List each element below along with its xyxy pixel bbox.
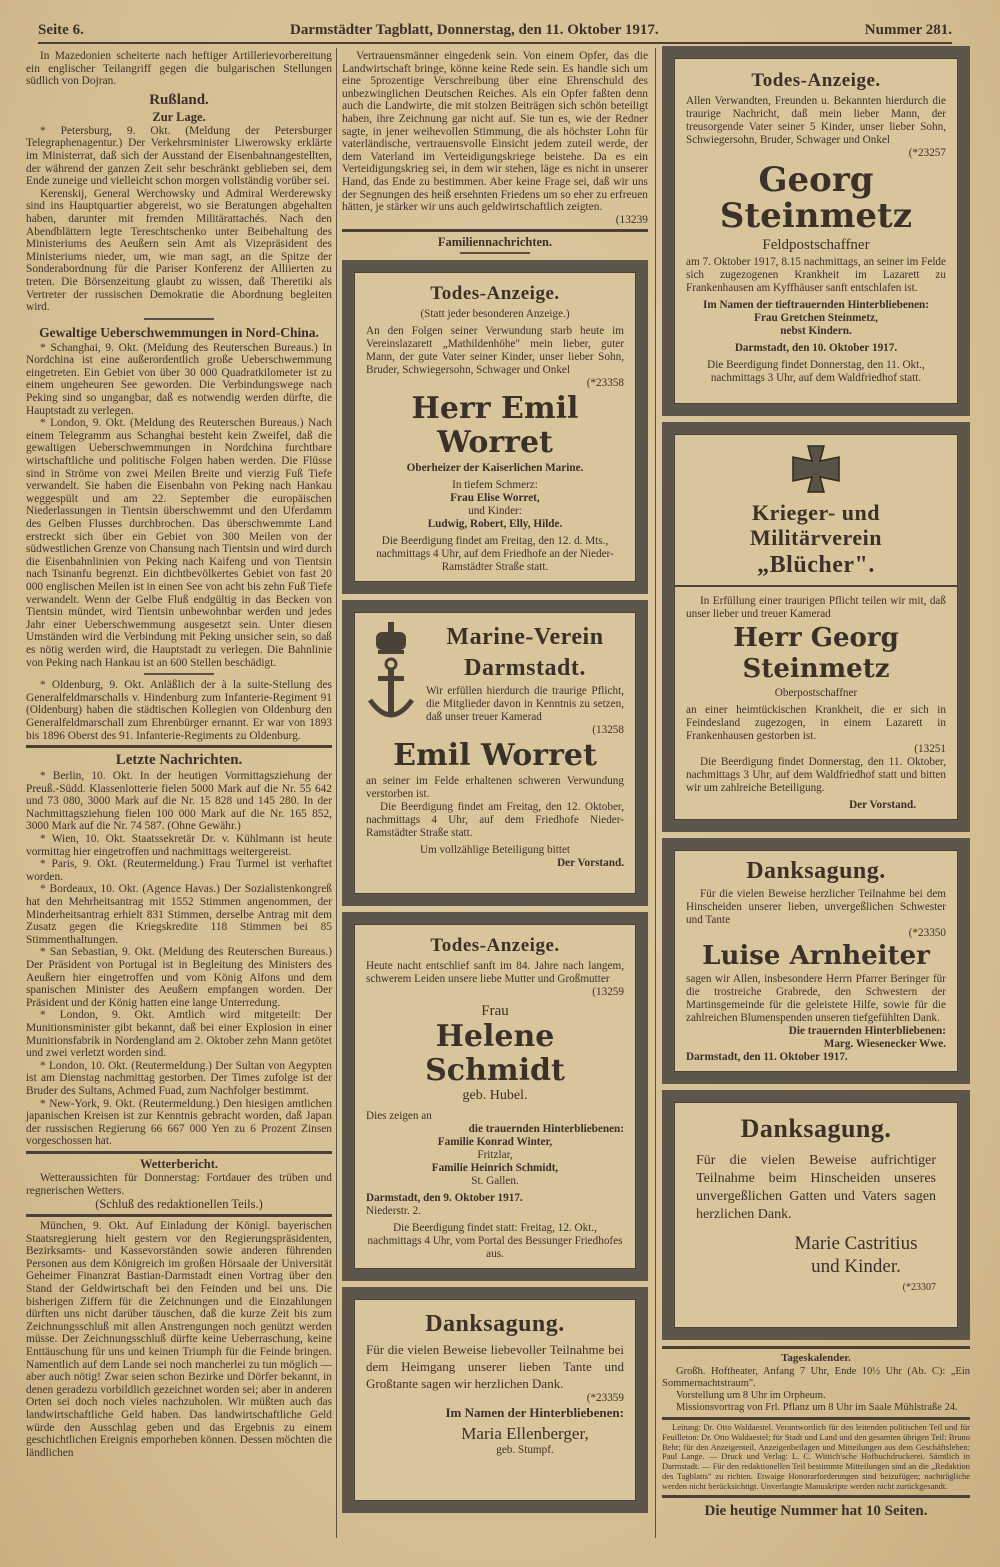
signature: Der Vorstand.: [557, 857, 624, 870]
deceased-name: Luise Arnheiter: [702, 941, 930, 971]
notice-title: Krieger- und Militärverein: [750, 500, 882, 550]
family-name: Familie Konrad Winter,: [437, 1136, 553, 1149]
funeral-info: Die Beerdigung findet am Freitag, den 12. Oktober, nachmittags 4 Uhr, auf dem Friedhofe Nieder-Ramstädter Straße statt.: [366, 801, 624, 840]
subheadline: Zur Lage.: [152, 109, 206, 124]
column-divider: [336, 48, 337, 1538]
issue-number: Nummer 281.: [864, 22, 952, 38]
notice-title: Marine-Verein: [446, 624, 604, 651]
imprint: Leitung: Dr. Otto Waldaestel. Verantwortlich für den leitenden politischen Teil und für Feuilleton: Dr. Otto Waldaestel; für Stadt und Land und den gesamten übrigen Teil: Bruno Behr; für den Anzeigenteil, Anzeigenbeilagen und Mitteilungen aus dem Geschäftsleben: Paul Lange. — Druck und Verlag: L. C. Wittich'sche Hofbuchdruckerei. Sämtlich in Darmstadt. — Für den redaktionellen Teil bestimmte Mitteilungen sind an die „Redaktion des Tagblatts" zu richten. Etwaige Honorarforderungen sind beizufügen; nachträgliche werden nicht berücksichtigt. Unverlangte Manuskripte werden nicht zurückgesandt.: [662, 1422, 970, 1491]
deceased-name: Helene Schmidt: [425, 1019, 565, 1089]
article-paragraph: * Petersburg, 9. Okt. (Meldung der Petersburger Telegraphenagentur.) Der Verkehrsminister Liwerowsky erklärte im Ministerrat, daß sich der Ausstand der Eisenbahnangestellten, der während der ganzen Zeit sehr beschränkt geblieben sei, dem Ende zuneige und vielleicht schon morgen vollständig vorüber sei.: [26, 124, 332, 188]
reference-number: (*23358: [586, 377, 624, 390]
divider: [26, 745, 332, 748]
family-place: Fritzlar,: [477, 1149, 513, 1162]
column-news: [26, 50, 332, 1459]
calendar-entry: Missionsvortrag von Frl. Pflanz um 8 Uhr im Saale Mühlstraße 24.: [676, 1402, 958, 1413]
widow-name: Frau Elise Worret,: [450, 492, 540, 505]
crown-anchor-icon: [366, 620, 416, 730]
deceased-role: Oberpostschaffner: [774, 687, 858, 699]
news-item: * New-York, 9. Okt. (Reutermeldung.) Den hiesigen amtlichen japanischen Kreisen ist zur Kenntnis gebracht worden, daß Japan der russischen Regierung 66 667 000 Yen zu 6 Prozent Zinsen vorgeschossen hat.: [26, 1097, 332, 1148]
news-item: * San Sebastian, 9. Okt. (Meldung des Reuterschen Bureaus.) Der Präsident von Portugal ist in Begleitung des Ministers des Aeußern hier eingetroffen und vom König Alfons und dem spanischen Minister des Aeußern empfangen worden. Der Präsident und der König hatten eine lange Unterredung.: [26, 946, 332, 1009]
divider: [662, 1495, 970, 1498]
reference-number: (13259: [592, 986, 624, 999]
end-editorial-note: (Schluß des redaktionellen Teils.): [95, 1197, 263, 1212]
notice-title: Danksagung.: [740, 1114, 892, 1143]
divider: [26, 1214, 332, 1217]
divider: [342, 229, 648, 232]
calendar-entry: Vorstellung um 8 Uhr im Orpheum.: [676, 1390, 826, 1401]
title-frau: Frau: [481, 1003, 509, 1020]
reference-number: (*23350: [908, 927, 946, 939]
death-notice-steinmetz: [662, 46, 970, 416]
notice-title: Danksagung.: [746, 858, 886, 884]
notice-title: Danksagung.: [425, 1311, 565, 1338]
maiden-name: geb. Hubel.: [462, 1088, 528, 1104]
thanks-notice-ellenberger: [342, 1287, 648, 1513]
news-item: * Bordeaux, 10. Okt. (Agence Havas.) Der Sozialistenkongreß hat den Mehrheitsantrag mit 1552 Stimmen angenommen, der Minderheitsantrag erhielt 831 Stimmen, derselbe Antrag mit dem Zusatz gegen die Kriegskredite 118 Stimmen bei 85 Stimmenthaltungen.: [26, 883, 332, 946]
notice-text: Allen Verwandten, Freunden u. Bekannten hierdurch die traurige Nachricht, daß mein lieber Mann, der treusorgende Vater seiner 5 Kinder, unser lieber Sohn, Schwiegersohn, Bruder, Schwager und Onkel: [686, 95, 946, 146]
headline-latest-news: Letzte Nachrichten.: [115, 752, 243, 769]
maiden-name: geb. Stumpf.: [496, 1444, 554, 1457]
family-name: Familie Heinrich Schmidt,: [431, 1162, 559, 1175]
column-family-notices: [342, 50, 648, 1519]
reference-number: (*23307: [902, 1282, 936, 1293]
article-paragraph: Kerenskij, General Werchowsky und Admiral Werderewsky sind ins Hauptquartier abgereist, wo sie Beratungen abgehalten haben, darunter mit fremden Militärattachés. Nach den Abendblättern legte Tereschtschenko unter Beibehaltung des Ministeriums des Aeußern sein Amt als Vizepräsident des Ministeriums nieder, um, wie man sagt, an die Spitze der Sonderabordnung für die Pariser Konferenz der Alliierten zu treten. Die Börsenzeitung glaubt zu wissen, daß Theretiki als Vertreter der russischen Demokratie die Abordnung begleiten wird.: [26, 187, 332, 314]
article-paragraph: * Schanghai, 9. Okt. (Meldung des Reuterschen Bureaus.) In Nordchina ist eine außerordentlich große Ueberschwemmung eingetreten. Ein Gebiet von über 30 000 Quadratkilometer ist zu einem ungeheuren See geworden. Die Verbindungswege nach Peking sind so ungangbar, daß es notwendig werden dürfte, die Hauptstadt zu verlegen.: [26, 341, 332, 417]
notice-title: Todes-Anzeige.: [430, 283, 560, 305]
funeral-info: Die Beerdigung findet Donnerstag, den 11. Oktober, nachmittags 3 Uhr, auf dem Waldfriedhof statt und bitten wir um zahlreiche Beteiligung.: [686, 756, 946, 794]
weather-text: Wetteraussichten für Donnerstag: Fortdauer des trüben und regnerischen Wetters.: [26, 1171, 332, 1197]
divider: [460, 252, 530, 254]
macedonia-report: In Mazedonien scheiterte nach heftiger Artillerievorbereitung ein englischer Teilangriff gegen die bulgarischen Stellungen südlich von Dojran.: [26, 50, 332, 88]
notice-title: Todes-Anzeige.: [430, 935, 560, 957]
article-paragraph: * London, 9. Okt. (Meldung des Reuterschen Bureaus.) Nach einem Telegramm aus Schanghai besteht kein Zweifel, daß die gewaltigen Ueberschwemmungen in Nordchina furchtbare wirtschaftliche und politische Folgen haben werden. Die Flüsse sind in Ströme von zwei Meilen Breite und vierzig Fuß Tiefe verwandelt. Sie haben die Eisenbahn von Peking nach Hankau weggespült und am 22. September die europäischen Niederlassungen in Tientsin überschwemmt und den Uferdamm des Gelben Flusses durchbrochen. Das überschwemmte Land erstreckt sich über ein Gebiet von 300 Meilen von der südwestlichen Grenze von Chansung nach Tientsin und wird durch die Eisenbahnlinien von Peking nach Kaifeng und von Tientsin nach Tsinanfu begrenzt. Ein dichtbevölkertes Gebiet von fast 20 000 englischen Meilen ist in einen See von acht bis zehn Fuß Tiefe verwandelt. Wenn der Gelbe Fluß endgültig in das Becken von Tientsin mündet, wird Tientsin unbewohnbar werden und jedes Jahr einer Ueberschwemmung ausgesetzt sein. Unter diesen Umständen wird die Verbindung mit Peking unsicher sein, so daß es nötig werden wird, die Hauptstadt zu verlegen. Die Bahnlinie von Peking nach Hankau ist an 600 Stellen beschädigt.: [26, 417, 332, 669]
column-notices: [662, 46, 970, 1520]
notice-text: Für die vielen Beweise aufrichtiger Teilnahme beim Hinscheiden unseres unvergeßlichen Gatten und Vaters sagen herzlichen Dank.: [696, 1153, 936, 1222]
article-paragraph: * Oldenburg, 9. Okt. Anläßlich der à la suite-Stellung des Generalfeldmarschalls v. Hindenburg zum Infanterie-Regiment 91 (Oldenburg) haben die städtischen Kollegien von Oldenburg den Generalfeldmarschall zum Ehrenbürger ernannt. Er war von 1893 bis 1896 Oberst des 91. Infanterie-Regiments zu Oldenburg.: [26, 679, 332, 742]
news-item: * London, 9. Okt. Amtlich wird mitgeteilt: Der Munitionsminister gibt bekannt, daß bei einer Explosion in einer Munitionsfabrik in Nordengland am 2. Oktober zehn Mann getötet und zwei verletzt worden sind.: [26, 1009, 332, 1060]
reference-number: (13251: [914, 743, 946, 755]
notice-krieger-verein: [662, 422, 970, 832]
page-number: Seite 6.: [38, 22, 84, 38]
divider: [662, 1346, 970, 1349]
mourners-label: die trauernden Hinterbliebenen:: [468, 1123, 624, 1136]
signer-name: und Kinder.: [811, 1256, 901, 1277]
signer-name: Marie Castritius: [794, 1233, 918, 1254]
deceased-name: Emil Worret: [393, 738, 597, 774]
notice-date: Darmstadt, den 11. Oktober 1917.: [686, 1051, 848, 1063]
article-paragraph: München, 9. Okt. Auf Einladung der Königl. bayerischen Staatsregierung hielt gestern vor den Regierungspräsidenten, Bezirksamts- und Kassevorständen sowie anderen führenden Personen aus dem Königreich im großen Hörsaale der Universität Geheimer Finanzrat Bastian-Darmstadt einen Vortrag über den Stand der Geldwirtschaft bei den Feinden und bei uns. Die bisherigen Ziffern für die Zeichnungen und die Einzahlungen dürften uns nicht darüber täuschen, daß die kurze Zeit bis zum Zeichnungsschluß mit allen Anstrengungen noch genützt werden müsse. Der Zeichnungsschluß dürfte keine Ueberraschung, keine Enttäuschung für uns und keinen Triumph für die Feinde bringen. Namentlich auf dem Lande sei noch mancherlei zu tun möglich — aber auch nötig! Zwar seien schon Bezirke und Dörfer bekannt, in denen geradezu vorbildlich gezeichnet worden sei; aber in anderen Orten sei doch noch vieles nachzuholen. Wir müßten auch das landwirtschaftliche Geld haben. Das landwirtschaftliche Geld würde den Ausschlag geben und das Ergebnis zu einem geschichtlichen Ereignis emporheben können. Dessen möchten die ländlichen: [26, 1220, 332, 1459]
notice-text: am 7. Oktober 1917, 8.15 nachmittags, an seiner im Felde sich zugezogenen Krankheit im Lazarett zu Frankenhausen am Kyffhäuser sanft entschlafen ist.: [686, 256, 946, 294]
notice-date: Darmstadt, den 10. Oktober 1917.: [734, 342, 898, 354]
headline-weather: Wetterbericht.: [139, 1156, 219, 1171]
signer-name: Maria Ellenberger,: [461, 1424, 589, 1444]
notice-subtitle: (Statt jeder besonderen Anzeige.): [420, 308, 570, 321]
children-line: nebst Kindern.: [780, 325, 852, 337]
notice-title-name: „Blücher".: [757, 552, 875, 578]
on-behalf-line: Im Namen der tieftrauernden Hinterbliebenen:: [702, 299, 929, 311]
signature: Der Vorstand.: [849, 799, 916, 811]
deceased-name: Herr Georg Steinmetz: [733, 623, 899, 684]
divider: [26, 1151, 332, 1154]
news-item: * Berlin, 10. Okt. In der heutigen Vormittagsziehung der Preuß.-Südd. Klassenlotterie fielen 5000 Mark auf die Nr. 55 642 und 73 080, 3000 Mark auf die Nr. 15 828 und 145 280. In der Nachmittagsziehung fielen 100 000 Mark auf die Nr. 165 852, 3000 Mark auf die Nr. 74 587. (Ohne Gewähr.): [26, 770, 332, 833]
newspaper-title-date: Darmstädter Tagblatt, Donnerstag, den 11. Oktober 1917.: [289, 22, 659, 38]
divider: [674, 585, 958, 587]
widow-name: Frau Gretchen Steinmetz,: [754, 312, 878, 324]
on-behalf-line: Im Namen der Hinterbliebenen:: [445, 1405, 624, 1421]
calendar-entry: Großh. Hoftheater, Anfang 7 Uhr, Ende 10½ Uhr (Ab. C): „Ein Sommernachtstraum".: [662, 1366, 970, 1389]
news-item: * London, 10. Okt. (Reutermeldung.) Der Sultan von Aegypten ist am Dienstag nachmittag gestorben. Der Times zufolge ist der Bruder des Sultans, Achmed Fuad, zum Nachfolger bestimmt.: [26, 1059, 332, 1097]
notice-title: Todes-Anzeige.: [751, 70, 881, 91]
page-count-footer: Die heutige Nummer hat 10 Seiten.: [704, 1502, 928, 1519]
thanks-notice-arnheiter: [662, 838, 970, 1084]
divider: [144, 673, 214, 675]
notice-text: Für die vielen Beweise liebevoller Teilnahme bei dem Heimgang unserer lieben Tante und Großtante sagen wir herzlichen Dank.: [366, 1342, 624, 1392]
headline-russia: Rußland.: [149, 91, 209, 108]
notice-text: an einer heimtückischen Krankheit, die er sich in Feindesland zugezogen, in einem Lazarett in Frankenhausen gestorben ist.: [686, 704, 946, 742]
iron-cross-icon: [791, 444, 841, 494]
column-divider: [655, 48, 656, 1538]
deceased-role: Oberheizer der Kaiserlichen Marine.: [406, 462, 584, 475]
notice-text: In Erfüllung einer traurigen Pflicht teilen wir mit, daß unser lieber und treuer Kamerad: [686, 595, 946, 620]
divider: [144, 318, 214, 320]
notice-text: Wir erfüllen hierdurch die traurige Pflicht, die Mitglieder davon in Kenntnis zu setzen, daß unser treuer Kamerad: [426, 685, 624, 724]
divider: [662, 1417, 970, 1420]
notice-title-city: Darmstadt.: [464, 655, 586, 682]
news-item: * Paris, 9. Okt. (Reutermeldung.) Frau Turmel ist verhaftet worden.: [26, 858, 332, 883]
funeral-info: Die Beerdigung findet Donnerstag, den 11. Okt., nachmittags 3 Uhr, auf dem Waldfriedhof statt.: [707, 359, 925, 384]
notice-text: an seiner im Felde erhaltenen schweren Verwundung verstorben ist.: [366, 775, 624, 801]
calendar-title: Tageskalender.: [781, 1352, 851, 1364]
mourners-label: Die trauernden Hinterbliebenen:: [788, 1025, 946, 1037]
notice-text: An den Folgen seiner Verwundung starb heute im Vereinslazarett „Mathildenhöhe" mein lieber, guter Mann, der gute Vater seiner Kinder, unser lieber Sohn, Bruder, Schwiegersohn, Schwager und Onkel: [366, 325, 624, 377]
notice-address: Niederstr. 2.: [366, 1205, 421, 1218]
death-notice-schmidt: [342, 912, 648, 1281]
mourning-line: In tiefem Schmerz:: [452, 479, 538, 492]
notice-marine-verein: [342, 600, 648, 906]
masthead: [38, 22, 952, 44]
family-place: St. Gallen.: [471, 1175, 519, 1188]
headline-china: Gewaltige Ueberschwemmungen in Nord-China.: [39, 324, 319, 340]
signature: Marg. Wiesenecker Wwe.: [823, 1038, 946, 1050]
notice-text: Für die vielen Beweise herzlicher Teilnahme bei dem Hinscheiden unserer lieben, unvergeßlichen Schwester und Tante: [686, 888, 946, 926]
reference-number: (*23257: [908, 147, 946, 159]
notice-date: Darmstadt, den 9. Oktober 1917.: [366, 1192, 523, 1205]
reference-number: (13258: [592, 724, 624, 737]
funeral-info: Die Beerdigung findet statt: Freitag, 12. Okt., nachmittags 4 Uhr, vom Portal des Bessunger Friedhofes aus.: [367, 1222, 623, 1261]
thanks-notice-castritius: [662, 1090, 970, 1340]
children-label: und Kinder:: [468, 505, 522, 518]
children-names: Ludwig, Robert, Elly, Hilde.: [427, 518, 563, 531]
article-continuation: Vertrauensmänner eingedenk sein. Von einem Opfer, das die Landwirtschaft bringe, könne keine Rede sein. Es handle sich um eine 5prozentige Verschreibung über eine Ehrenschuld des unbezwinglichen Deutschen Reiches. Als ein Opfer faßten denn auch die Landwirte, die mit stolzen Beiträgen sich schön beteiligt haben, ihre Zeichnung gar nicht auf. Sie tun es, wie der Redner sagte, in jener weihevollen Stimmung, die als höchster Lohn für vaterländische, vertrauensvolle Einsicht jedem zuteil werde, der dem Vaterland im Verteidigungskriege beistehe. Da es ein Verteidigungskrieg sei, in dem wir stehen, läge es nicht in unserer Hand, das Ende zu bestimmen. Aber keine Frage sei, daß wir uns der Segnungen des heiß ersehnten Friedens um so eher zu erfreuen hätten, je stärker wir uns auch geldwirtschaftlich zeigten.: [342, 50, 648, 214]
reference-number: (*23359: [586, 1392, 624, 1405]
death-notice-worret: [342, 260, 648, 594]
request-line: Um vollzählige Beteiligung bittet: [419, 844, 571, 857]
funeral-info: Die Beerdigung findet am Freitag, den 12. d. Mts., nachmittags 4 Uhr, auf dem Friedhofe an der Nieder-Ramstädter Straße statt.: [376, 535, 614, 574]
announce-line: Dies zeigen an: [366, 1110, 432, 1123]
deceased-role: Feldpostschaffner: [762, 237, 870, 253]
notice-text: Heute nacht entschlief sanft im 84. Jahre nach langem, schwerem Leiden unsere liebe Mutter und Großmutter: [366, 960, 624, 986]
news-item: * Wien, 10. Okt. Staatssekretär Dr. v. Kühlmann ist heute vormittag hier eingetroffen und nachmittags weitergereist.: [26, 833, 332, 858]
notice-text: sagen wir Allen, insbesondere Herrn Pfarrer Beringer für die trostreiche Grabrede, den Schwestern der Martinsgemeinde für die geleistete Hilfe, sowie für die zahlreichen Blumenspenden unseren tiefgefühlten Dank.: [686, 973, 946, 1024]
deceased-name: Georg Steinmetz: [719, 160, 913, 236]
reference-number: (13239: [615, 213, 648, 226]
deceased-name: Herr Emil Worret: [411, 391, 579, 461]
section-heading: Familiennachrichten.: [437, 235, 553, 250]
